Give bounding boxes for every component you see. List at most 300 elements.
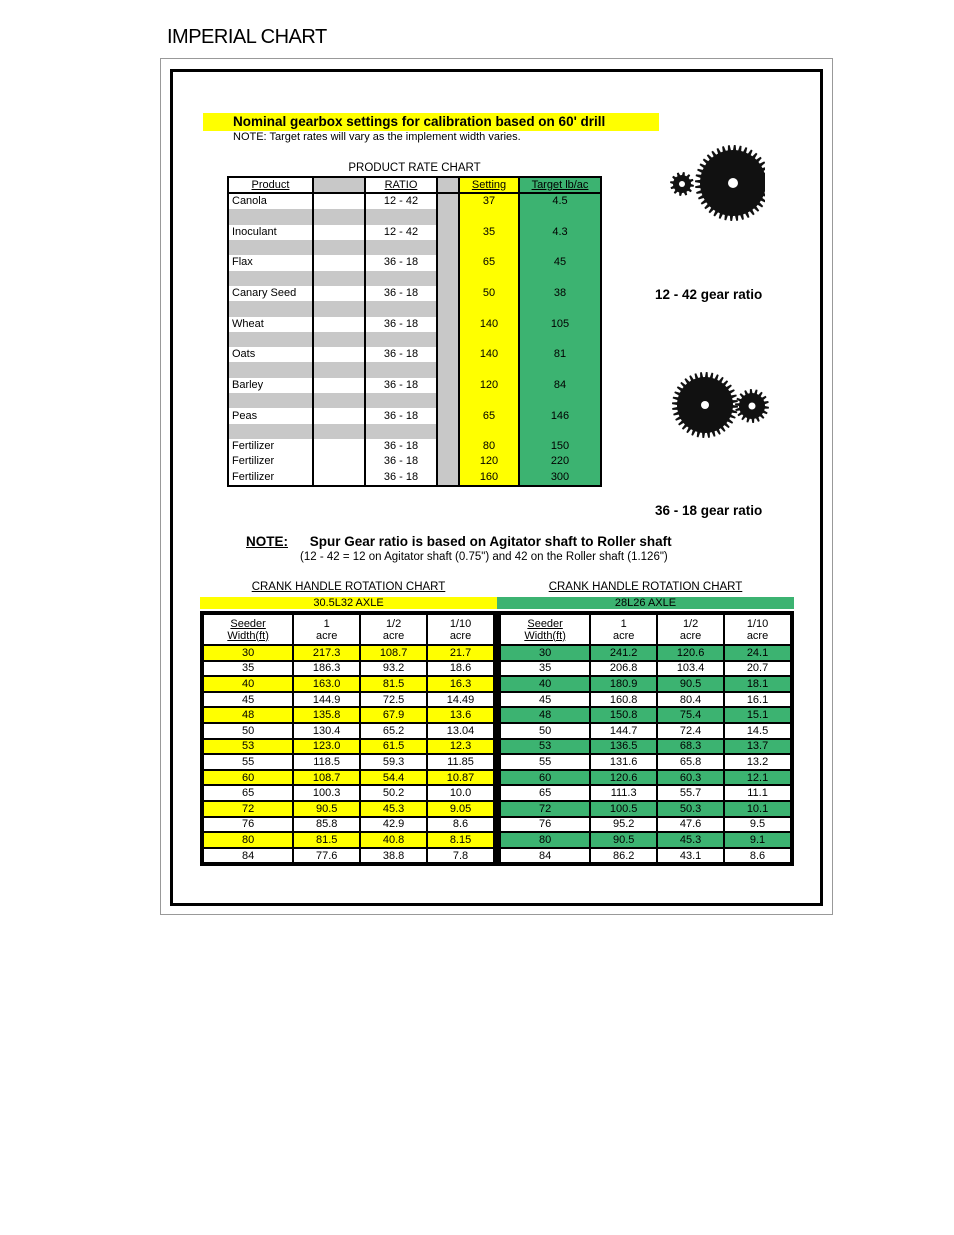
gear-hole bbox=[728, 178, 738, 188]
blank-cell bbox=[313, 240, 365, 255]
product-row bbox=[229, 225, 600, 240]
product-cell bbox=[229, 209, 313, 224]
crank-row bbox=[500, 661, 791, 677]
value-cell: 130.4 bbox=[293, 723, 360, 739]
header-blank-2 bbox=[437, 178, 459, 193]
product-cell: Oats bbox=[229, 347, 313, 362]
blank-cell bbox=[437, 393, 459, 408]
ratio-cell bbox=[365, 424, 437, 439]
target-cell: 4.3 bbox=[519, 225, 600, 240]
ratio-cell: 36 - 18 bbox=[365, 378, 437, 393]
product-row bbox=[229, 255, 600, 270]
target-cell: 300 bbox=[519, 470, 600, 485]
value-cell: 123.0 bbox=[293, 739, 360, 755]
setting-cell bbox=[459, 424, 519, 439]
ratio-cell: 36 - 18 bbox=[365, 439, 437, 454]
header-line-1: 1/10 bbox=[449, 617, 472, 630]
product-cell bbox=[229, 362, 313, 377]
value-cell: 81.5 bbox=[293, 832, 360, 848]
crank-row bbox=[500, 692, 791, 708]
blank-cell bbox=[437, 193, 459, 209]
crank-header-1 bbox=[590, 614, 657, 645]
value-cell: 206.8 bbox=[590, 661, 657, 677]
blank-cell bbox=[313, 408, 365, 423]
value-cell: 90.5 bbox=[657, 676, 724, 692]
crank-row bbox=[203, 801, 494, 817]
value-cell: 103.4 bbox=[657, 661, 724, 677]
ratio-cell: 12 - 42 bbox=[365, 225, 437, 240]
width-cell: 65 bbox=[500, 785, 590, 801]
value-cell: 120.6 bbox=[590, 770, 657, 786]
value-cell: 45.3 bbox=[360, 801, 427, 817]
crank-row bbox=[203, 723, 494, 739]
width-cell: 40 bbox=[500, 676, 590, 692]
setting-cell: 65 bbox=[459, 408, 519, 423]
width-cell: 55 bbox=[203, 754, 293, 770]
blank-cell bbox=[313, 271, 365, 286]
crank-row bbox=[500, 707, 791, 723]
crank-header-0 bbox=[500, 614, 590, 645]
value-cell: 24.1 bbox=[724, 645, 791, 661]
header-line-2: acre bbox=[315, 629, 338, 642]
product-cell: Canola bbox=[229, 193, 313, 209]
value-cell: 72.5 bbox=[360, 692, 427, 708]
crank-header-2 bbox=[657, 614, 724, 645]
crank-right-axle: 28L26 AXLE bbox=[497, 597, 794, 609]
target-cell: 150 bbox=[519, 439, 600, 454]
width-cell: 30 bbox=[203, 645, 293, 661]
product-cell: Peas bbox=[229, 408, 313, 423]
header-product: Product bbox=[229, 178, 313, 193]
spur-gear-note bbox=[246, 534, 672, 549]
value-cell: 18.6 bbox=[427, 661, 494, 677]
value-cell: 15.1 bbox=[724, 707, 791, 723]
value-cell: 9.5 bbox=[724, 817, 791, 833]
blank-cell bbox=[437, 271, 459, 286]
value-cell: 160.8 bbox=[590, 692, 657, 708]
value-cell: 81.5 bbox=[360, 676, 427, 692]
blank-cell bbox=[437, 286, 459, 301]
value-cell: 54.4 bbox=[360, 770, 427, 786]
header-line-1: Seeder bbox=[230, 617, 266, 630]
value-cell: 13.7 bbox=[724, 739, 791, 755]
crank-row bbox=[500, 770, 791, 786]
crank-left-table bbox=[202, 613, 495, 864]
crank-row bbox=[203, 832, 494, 848]
width-cell: 76 bbox=[203, 817, 293, 833]
value-cell: 217.3 bbox=[293, 645, 360, 661]
value-cell: 8.15 bbox=[427, 832, 494, 848]
spacer-row bbox=[229, 362, 600, 377]
value-cell: 8.6 bbox=[427, 817, 494, 833]
product-cell: Fertilizer bbox=[229, 470, 313, 485]
blank-cell bbox=[313, 347, 365, 362]
value-cell: 90.5 bbox=[590, 832, 657, 848]
value-cell: 16.1 bbox=[724, 692, 791, 708]
value-cell: 186.3 bbox=[293, 661, 360, 677]
value-cell: 12.1 bbox=[724, 770, 791, 786]
value-cell: 20.7 bbox=[724, 661, 791, 677]
setting-cell: 35 bbox=[459, 225, 519, 240]
blank-cell bbox=[313, 332, 365, 347]
product-row bbox=[229, 193, 600, 209]
spacer-row bbox=[229, 424, 600, 439]
blank-cell bbox=[437, 347, 459, 362]
product-cell: Inoculant bbox=[229, 225, 313, 240]
value-cell: 80.4 bbox=[657, 692, 724, 708]
width-cell: 50 bbox=[203, 723, 293, 739]
product-rate-chart-title: PRODUCT RATE CHART bbox=[348, 162, 481, 174]
value-cell: 10.0 bbox=[427, 785, 494, 801]
crank-right-title: CRANK HANDLE ROTATION CHART bbox=[548, 581, 743, 593]
value-cell: 40.8 bbox=[360, 832, 427, 848]
value-cell: 38.8 bbox=[360, 848, 427, 864]
width-cell: 76 bbox=[500, 817, 590, 833]
product-cell: Wheat bbox=[229, 317, 313, 332]
crank-row bbox=[500, 739, 791, 755]
value-cell: 11.85 bbox=[427, 754, 494, 770]
product-cell: Fertilizer bbox=[229, 454, 313, 469]
crank-left-axle: 30.5L32 AXLE bbox=[200, 597, 497, 609]
spacer-row bbox=[229, 393, 600, 408]
product-cell: Barley bbox=[229, 378, 313, 393]
crank-row bbox=[203, 661, 494, 677]
value-cell: 75.4 bbox=[657, 707, 724, 723]
product-cell bbox=[229, 393, 313, 408]
gear-36-18-icon bbox=[665, 360, 775, 450]
crank-row bbox=[500, 723, 791, 739]
product-cell: Flax bbox=[229, 255, 313, 270]
gear-12-42-label: 12 - 42 gear ratio bbox=[655, 287, 763, 302]
ratio-cell: 12 - 42 bbox=[365, 193, 437, 209]
blank-cell bbox=[313, 193, 365, 209]
width-cell: 60 bbox=[500, 770, 590, 786]
target-cell: 105 bbox=[519, 317, 600, 332]
gear-hole bbox=[749, 403, 756, 410]
value-cell: 12.3 bbox=[427, 739, 494, 755]
width-cell: 48 bbox=[500, 707, 590, 723]
crank-row bbox=[500, 832, 791, 848]
ratio-cell: 36 - 18 bbox=[365, 286, 437, 301]
product-row bbox=[229, 454, 600, 469]
ratio-cell: 36 - 18 bbox=[365, 408, 437, 423]
value-cell: 68.3 bbox=[657, 739, 724, 755]
setting-cell: 160 bbox=[459, 470, 519, 485]
target-cell bbox=[519, 209, 600, 224]
product-row bbox=[229, 317, 600, 332]
value-cell: 7.8 bbox=[427, 848, 494, 864]
target-cell bbox=[519, 362, 600, 377]
value-cell: 18.1 bbox=[724, 676, 791, 692]
header-line-1: Seeder bbox=[527, 617, 563, 630]
setting-cell bbox=[459, 209, 519, 224]
spacer-row bbox=[229, 240, 600, 255]
ratio-cell bbox=[365, 209, 437, 224]
crank-row bbox=[203, 739, 494, 755]
header-line-1: 1/2 bbox=[385, 617, 402, 630]
spacer-row bbox=[229, 301, 600, 316]
setting-cell bbox=[459, 271, 519, 286]
header-line-2: Width(ft) bbox=[227, 629, 269, 642]
value-cell: 241.2 bbox=[590, 645, 657, 661]
note-label: NOTE: bbox=[246, 534, 288, 549]
header-line-1: 1 bbox=[620, 617, 627, 630]
value-cell: 55.7 bbox=[657, 785, 724, 801]
subnote: NOTE: Target rates will vary as the implement width varies. bbox=[233, 131, 521, 143]
target-cell: 81 bbox=[519, 347, 600, 362]
width-cell: 72 bbox=[203, 801, 293, 817]
value-cell: 60.3 bbox=[657, 770, 724, 786]
product-rate-table bbox=[229, 178, 600, 485]
spacer-row bbox=[229, 271, 600, 286]
value-cell: 72.4 bbox=[657, 723, 724, 739]
value-cell: 100.5 bbox=[590, 801, 657, 817]
header-line-2: Width(ft) bbox=[524, 629, 566, 642]
blank-cell bbox=[437, 439, 459, 454]
ratio-cell bbox=[365, 240, 437, 255]
ratio-cell: 36 - 18 bbox=[365, 347, 437, 362]
value-cell: 47.6 bbox=[657, 817, 724, 833]
target-cell bbox=[519, 424, 600, 439]
width-cell: 40 bbox=[203, 676, 293, 692]
setting-cell bbox=[459, 362, 519, 377]
header-line-1: 1/2 bbox=[682, 617, 699, 630]
ratio-cell: 36 - 18 bbox=[365, 470, 437, 485]
value-cell: 86.2 bbox=[590, 848, 657, 864]
target-cell: 45 bbox=[519, 255, 600, 270]
value-cell: 95.2 bbox=[590, 817, 657, 833]
target-cell bbox=[519, 301, 600, 316]
value-cell: 45.3 bbox=[657, 832, 724, 848]
header-setting: Setting bbox=[459, 178, 519, 193]
product-cell bbox=[229, 240, 313, 255]
product-row bbox=[229, 347, 600, 362]
width-cell: 53 bbox=[203, 739, 293, 755]
width-cell: 65 bbox=[203, 785, 293, 801]
spacer-row bbox=[229, 332, 600, 347]
ratio-cell bbox=[365, 362, 437, 377]
setting-cell: 140 bbox=[459, 317, 519, 332]
value-cell: 144.7 bbox=[590, 723, 657, 739]
blank-cell bbox=[313, 317, 365, 332]
crank-row bbox=[203, 785, 494, 801]
crank-left-title: CRANK HANDLE ROTATION CHART bbox=[251, 581, 446, 593]
setting-cell bbox=[459, 332, 519, 347]
product-row bbox=[229, 470, 600, 485]
blank-cell bbox=[313, 255, 365, 270]
product-row bbox=[229, 378, 600, 393]
blank-cell bbox=[313, 225, 365, 240]
header-line-2: acre bbox=[746, 629, 769, 642]
crank-header-3 bbox=[427, 614, 494, 645]
crank-row bbox=[500, 645, 791, 661]
value-cell: 120.6 bbox=[657, 645, 724, 661]
setting-cell: 120 bbox=[459, 454, 519, 469]
setting-cell bbox=[459, 301, 519, 316]
ratio-cell bbox=[365, 332, 437, 347]
value-cell: 108.7 bbox=[360, 645, 427, 661]
setting-cell: 65 bbox=[459, 255, 519, 270]
crank-right-table bbox=[499, 613, 792, 864]
gear-hole bbox=[701, 401, 709, 409]
product-row bbox=[229, 286, 600, 301]
header-target: Target lb/ac bbox=[519, 178, 600, 193]
value-cell: 65.2 bbox=[360, 723, 427, 739]
blank-cell bbox=[437, 408, 459, 423]
width-cell: 45 bbox=[500, 692, 590, 708]
ratio-cell: 36 - 18 bbox=[365, 317, 437, 332]
ratio-cell: 36 - 18 bbox=[365, 454, 437, 469]
blank-cell bbox=[437, 362, 459, 377]
setting-cell: 80 bbox=[459, 439, 519, 454]
value-cell: 136.5 bbox=[590, 739, 657, 755]
width-cell: 30 bbox=[500, 645, 590, 661]
crank-header-3 bbox=[724, 614, 791, 645]
blank-cell bbox=[437, 470, 459, 485]
ratio-cell bbox=[365, 393, 437, 408]
value-cell: 131.6 bbox=[590, 754, 657, 770]
target-cell: 4.5 bbox=[519, 193, 600, 209]
header-line-2: acre bbox=[449, 629, 472, 642]
gear-12-42-icon bbox=[655, 108, 765, 228]
value-cell: 163.0 bbox=[293, 676, 360, 692]
header-ratio: RATIO bbox=[365, 178, 437, 193]
header-line-2: acre bbox=[612, 629, 635, 642]
blank-cell bbox=[437, 332, 459, 347]
value-cell: 16.3 bbox=[427, 676, 494, 692]
crank-header-2 bbox=[360, 614, 427, 645]
value-cell: 42.9 bbox=[360, 817, 427, 833]
header-line-1: 1/10 bbox=[746, 617, 769, 630]
blank-cell bbox=[313, 378, 365, 393]
setting-cell: 50 bbox=[459, 286, 519, 301]
crank-row bbox=[500, 754, 791, 770]
value-cell: 65.8 bbox=[657, 754, 724, 770]
crank-row bbox=[203, 754, 494, 770]
value-cell: 93.2 bbox=[360, 661, 427, 677]
gear-hole bbox=[679, 181, 685, 187]
value-cell: 21.7 bbox=[427, 645, 494, 661]
page-title: IMPERIAL CHART bbox=[167, 26, 327, 48]
blank-cell bbox=[437, 317, 459, 332]
width-cell: 84 bbox=[203, 848, 293, 864]
ratio-cell bbox=[365, 301, 437, 316]
crank-row bbox=[203, 707, 494, 723]
value-cell: 9.05 bbox=[427, 801, 494, 817]
value-cell: 118.5 bbox=[293, 754, 360, 770]
setting-cell bbox=[459, 240, 519, 255]
header-line-2: acre bbox=[382, 629, 405, 642]
value-cell: 8.6 bbox=[724, 848, 791, 864]
crank-right-table-wrap bbox=[497, 611, 794, 866]
width-cell: 84 bbox=[500, 848, 590, 864]
target-cell bbox=[519, 271, 600, 286]
note-subtext: (12 - 42 = 12 on Agitator shaft (0.75") and 42 on the Roller shaft (1.126") bbox=[300, 551, 668, 563]
target-cell: 220 bbox=[519, 454, 600, 469]
width-cell: 50 bbox=[500, 723, 590, 739]
blank-cell bbox=[437, 240, 459, 255]
crank-header-0 bbox=[203, 614, 293, 645]
width-cell: 55 bbox=[500, 754, 590, 770]
crank-row bbox=[203, 848, 494, 864]
value-cell: 50.3 bbox=[657, 801, 724, 817]
crank-row bbox=[500, 817, 791, 833]
blank-cell bbox=[437, 378, 459, 393]
blank-cell bbox=[313, 424, 365, 439]
width-cell: 53 bbox=[500, 739, 590, 755]
blank-cell bbox=[437, 255, 459, 270]
value-cell: 77.6 bbox=[293, 848, 360, 864]
width-cell: 72 bbox=[500, 801, 590, 817]
blank-cell bbox=[313, 286, 365, 301]
setting-cell: 37 bbox=[459, 193, 519, 209]
setting-cell: 120 bbox=[459, 378, 519, 393]
value-cell: 13.2 bbox=[724, 754, 791, 770]
setting-cell: 140 bbox=[459, 347, 519, 362]
blank-cell bbox=[437, 454, 459, 469]
value-cell: 85.8 bbox=[293, 817, 360, 833]
crank-header-1 bbox=[293, 614, 360, 645]
blank-cell bbox=[313, 301, 365, 316]
value-cell: 90.5 bbox=[293, 801, 360, 817]
product-cell bbox=[229, 301, 313, 316]
crank-row bbox=[500, 801, 791, 817]
value-cell: 11.1 bbox=[724, 785, 791, 801]
target-cell: 84 bbox=[519, 378, 600, 393]
blank-cell bbox=[437, 225, 459, 240]
value-cell: 14.5 bbox=[724, 723, 791, 739]
value-cell: 67.9 bbox=[360, 707, 427, 723]
value-cell: 61.5 bbox=[360, 739, 427, 755]
product-cell bbox=[229, 332, 313, 347]
value-cell: 9.1 bbox=[724, 832, 791, 848]
blank-cell bbox=[313, 362, 365, 377]
target-cell bbox=[519, 240, 600, 255]
target-cell bbox=[519, 393, 600, 408]
width-cell: 48 bbox=[203, 707, 293, 723]
spacer-row bbox=[229, 209, 600, 224]
value-cell: 150.8 bbox=[590, 707, 657, 723]
product-rate-chart bbox=[227, 176, 602, 487]
value-cell: 144.9 bbox=[293, 692, 360, 708]
crank-row bbox=[500, 676, 791, 692]
ratio-cell: 36 - 18 bbox=[365, 255, 437, 270]
blank-cell bbox=[313, 470, 365, 485]
crank-row bbox=[203, 817, 494, 833]
value-cell: 50.2 bbox=[360, 785, 427, 801]
value-cell: 10.87 bbox=[427, 770, 494, 786]
headline: Nominal gearbox settings for calibration based on 60' drill bbox=[203, 113, 659, 131]
target-cell bbox=[519, 332, 600, 347]
blank-cell bbox=[313, 393, 365, 408]
crank-row bbox=[203, 676, 494, 692]
crank-left-table-wrap bbox=[200, 611, 497, 866]
value-cell: 135.8 bbox=[293, 707, 360, 723]
blank-cell bbox=[313, 454, 365, 469]
product-row bbox=[229, 439, 600, 454]
blank-cell bbox=[437, 424, 459, 439]
value-cell: 59.3 bbox=[360, 754, 427, 770]
product-cell: Fertilizer bbox=[229, 439, 313, 454]
crank-row bbox=[203, 692, 494, 708]
width-cell: 45 bbox=[203, 692, 293, 708]
value-cell: 111.3 bbox=[590, 785, 657, 801]
value-cell: 100.3 bbox=[293, 785, 360, 801]
setting-cell bbox=[459, 393, 519, 408]
target-cell: 146 bbox=[519, 408, 600, 423]
product-cell bbox=[229, 424, 313, 439]
value-cell: 10.1 bbox=[724, 801, 791, 817]
